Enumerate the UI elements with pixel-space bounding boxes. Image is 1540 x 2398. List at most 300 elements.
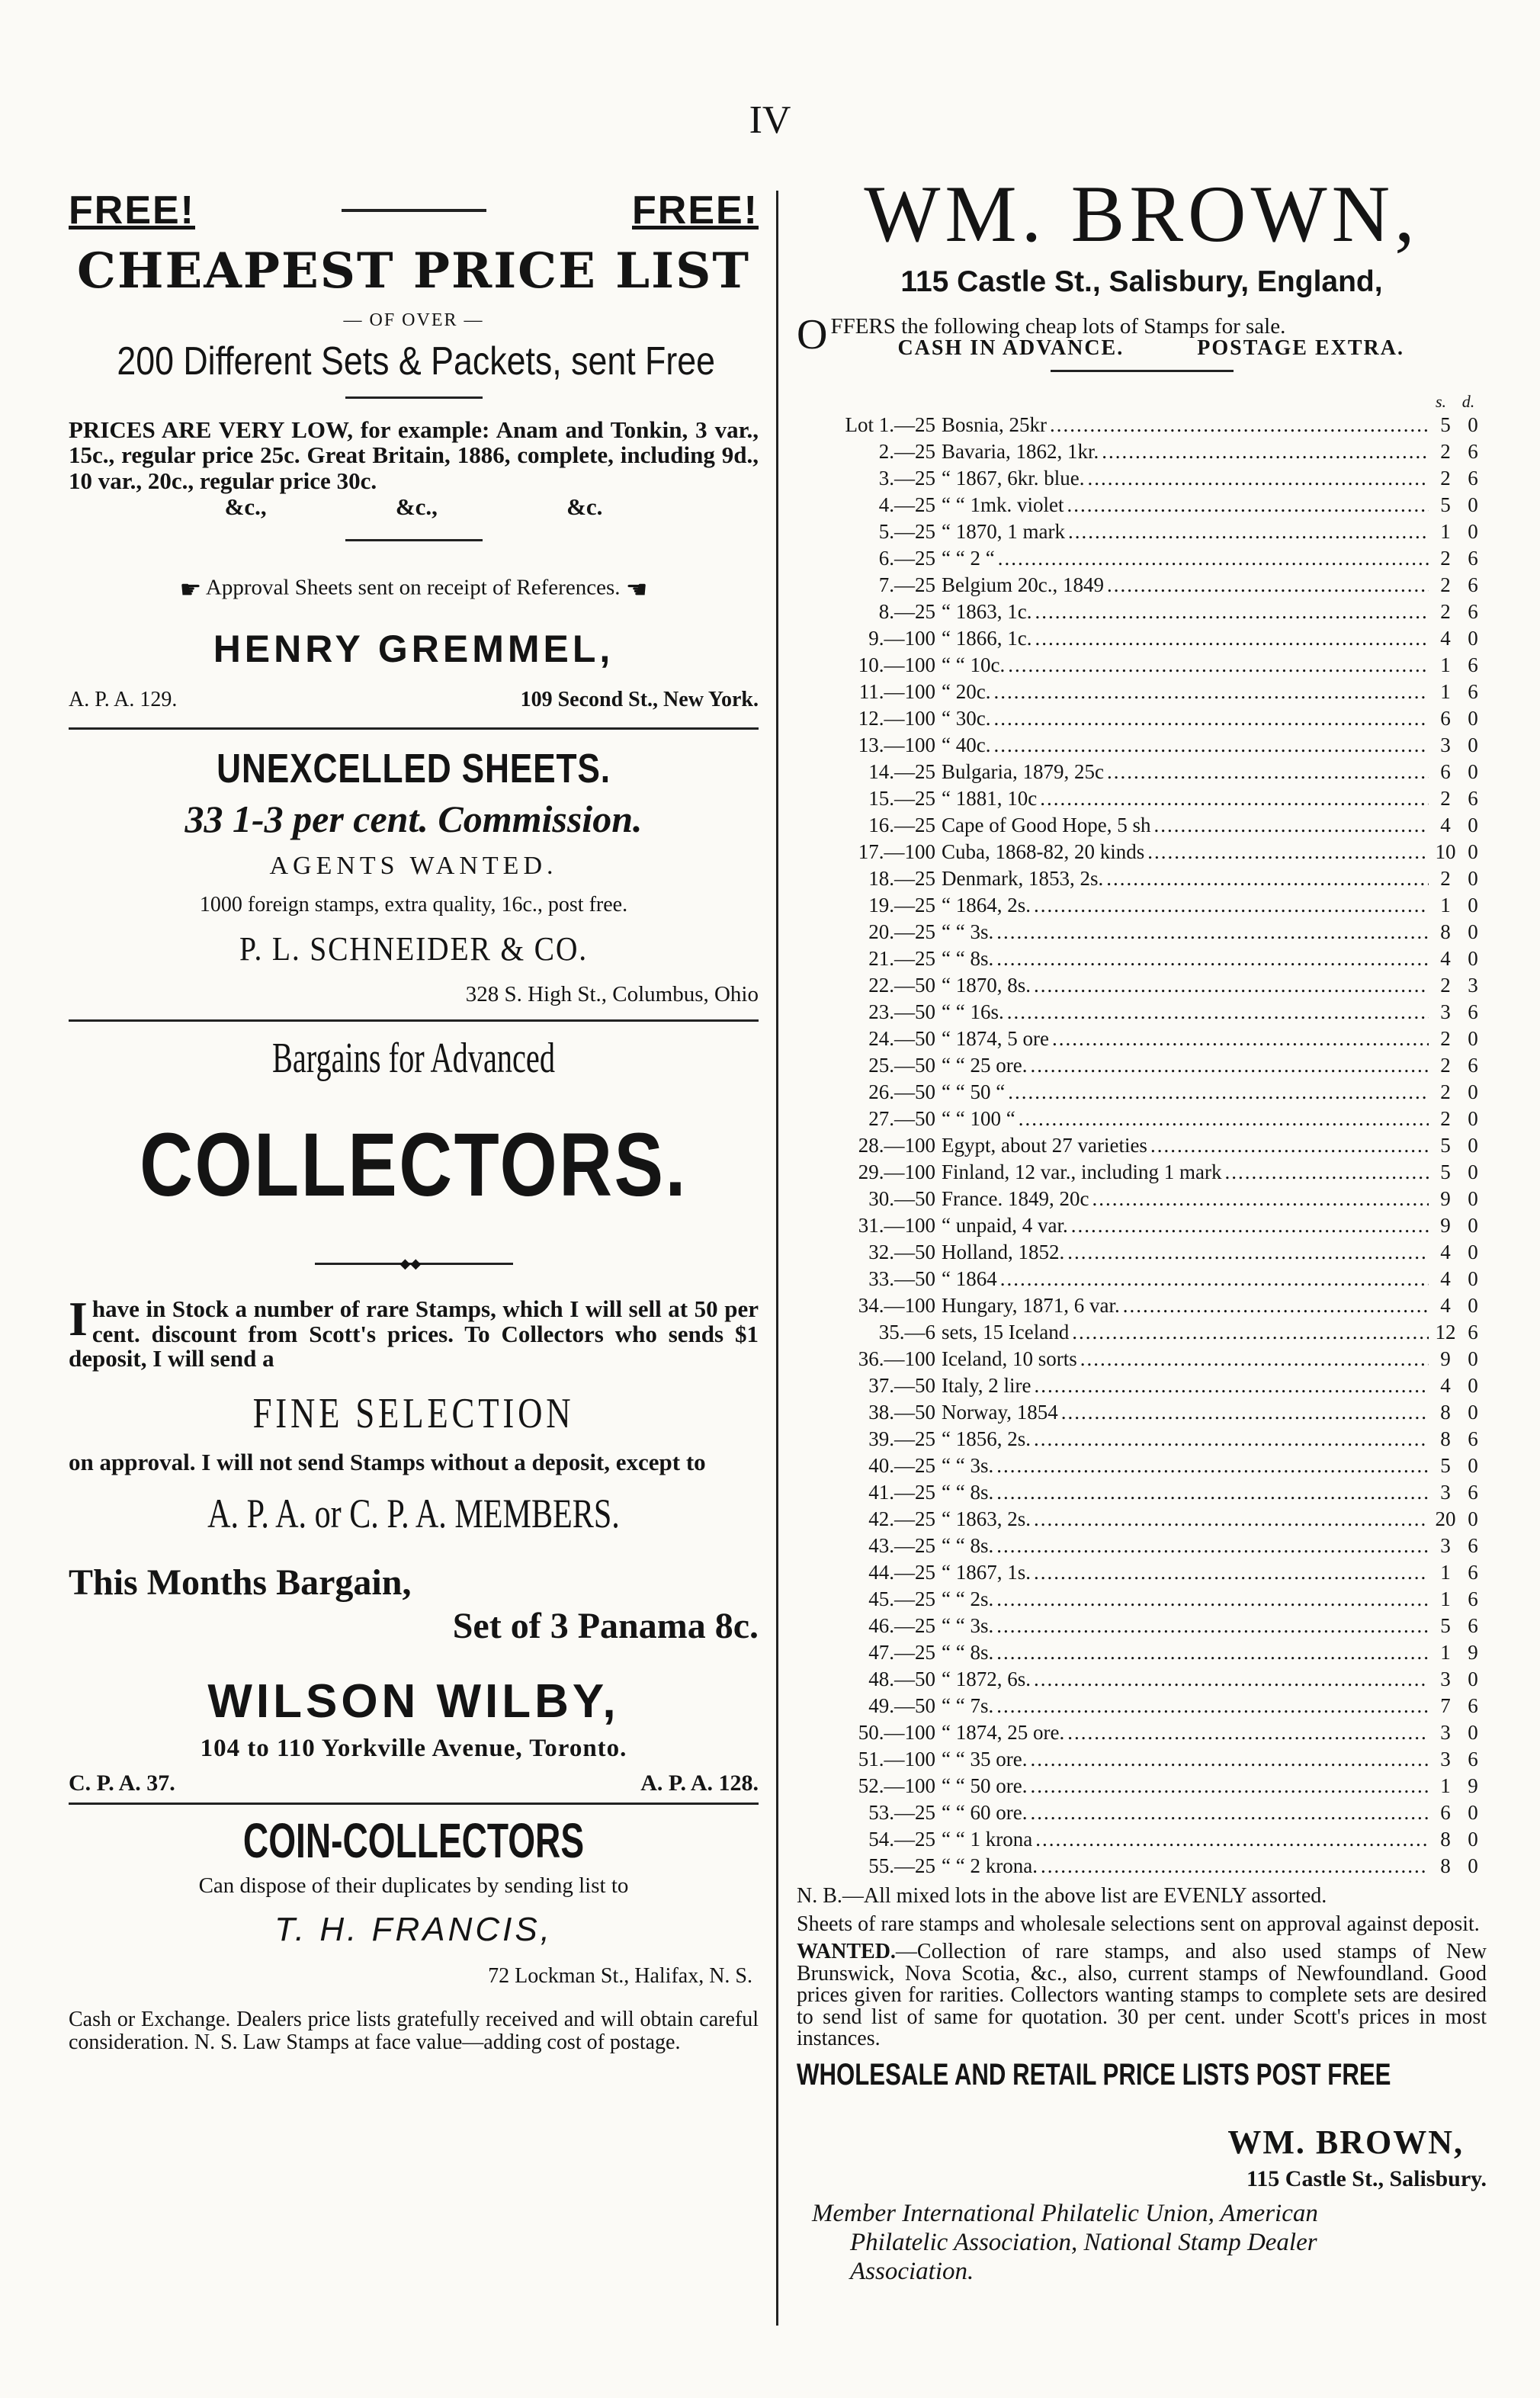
lot-shillings: 3 xyxy=(1440,1534,1451,1557)
lot-shillings: 3 xyxy=(1440,1481,1451,1504)
lot-row xyxy=(797,999,1487,1026)
lot-number: 49.—50 xyxy=(868,1694,935,1717)
lot-pence: 0 xyxy=(1468,1668,1478,1690)
leader-dots xyxy=(996,1613,1429,1639)
lot-row xyxy=(797,1719,1487,1746)
approval-deposit-text: on approval. I will not send Stamps without a deposit, except to xyxy=(69,1449,706,1476)
postage-extra: POSTAGE EXTRA. xyxy=(1197,336,1404,360)
lot-number: 37.—50 xyxy=(868,1374,935,1397)
leader-dots xyxy=(1087,465,1429,492)
leader-dots xyxy=(1030,1746,1429,1773)
leader-dots xyxy=(1019,1106,1429,1132)
leader-dots xyxy=(1224,1159,1429,1186)
lot-pence: 6 xyxy=(1468,1427,1478,1450)
lot-shillings: 1 xyxy=(1440,1774,1451,1797)
lot-description: Bulgaria, 1879, 25c xyxy=(942,760,1104,783)
lot-shillings: 5 xyxy=(1440,1134,1451,1157)
leader-dots xyxy=(1000,1266,1429,1292)
lot-row xyxy=(797,518,1487,545)
francis-address: 72 Lockman St., Halifax, N. S. xyxy=(488,1964,752,1989)
lot-description: “ 1864, 2s. xyxy=(942,894,1031,917)
leader-dots xyxy=(1007,999,1429,1026)
lot-row xyxy=(797,1212,1487,1239)
page-number: IV xyxy=(749,98,791,142)
lot-pence: 0 xyxy=(1468,920,1478,943)
lot-number: 23.—50 xyxy=(868,1000,935,1023)
ad-divider xyxy=(69,1019,759,1022)
lot-shillings: 5 xyxy=(1440,1454,1451,1477)
lot-pence: 9 xyxy=(1468,1641,1478,1664)
lot-pence: 6 xyxy=(1468,1748,1478,1770)
leader-dots xyxy=(1153,812,1429,839)
lot-number: 46.—25 xyxy=(868,1614,935,1637)
lot-shillings: 4 xyxy=(1440,1241,1451,1263)
wanted-block xyxy=(797,1941,1487,2050)
free-dash xyxy=(342,209,486,212)
lot-row xyxy=(797,652,1487,679)
lot-pence: 6 xyxy=(1468,547,1478,570)
lot-row xyxy=(797,892,1487,919)
etc-2: &c., xyxy=(395,493,438,521)
lot-shillings: 4 xyxy=(1440,1374,1451,1397)
lot-number: 26.—50 xyxy=(868,1080,935,1103)
months-bargain: This Months Bargain, xyxy=(69,1562,412,1603)
lot-number: 52.—100 xyxy=(858,1774,935,1797)
divider xyxy=(345,396,483,399)
lot-row xyxy=(797,1639,1487,1666)
signature-name: WM. BROWN, xyxy=(1227,2123,1464,2161)
wilby-address: 104 to 110 Yorkville Avenue, Toronto. xyxy=(200,1735,627,1763)
leader-dots xyxy=(1034,1426,1429,1453)
lot-description: “ 40c. xyxy=(942,734,991,756)
lot-row xyxy=(797,1479,1487,1506)
leader-dots xyxy=(1071,1212,1429,1239)
lot-number: 28.—100 xyxy=(858,1134,935,1157)
ad-schneider xyxy=(69,745,759,1007)
leader-dots xyxy=(1067,492,1429,518)
lot-number: 19.—25 xyxy=(868,894,935,917)
lot-shillings: 9 xyxy=(1440,1214,1451,1237)
lot-shillings: 3 xyxy=(1440,1748,1451,1770)
lot-pence: 3 xyxy=(1468,974,1478,997)
lot-pence: 0 xyxy=(1468,1027,1478,1050)
lot-row xyxy=(797,1853,1487,1880)
lot-shillings: 1 xyxy=(1440,520,1451,543)
leader-dots xyxy=(996,1639,1429,1666)
apa-cpa-members: A. P. A. or C. P. A. MEMBERS. xyxy=(207,1491,620,1537)
cash-exchange-text: Cash or Exchange. Dealers price lists gratefully received and will obtain careful consideration. N. S. Law Stamps at face value—adding cost of postage. xyxy=(69,2008,759,2055)
lot-shillings: 2 xyxy=(1440,600,1451,623)
lot-number: 33.—50 xyxy=(868,1267,935,1290)
leader-dots xyxy=(1147,839,1429,865)
dispose-line: Can dispose of their duplicates by sending list to xyxy=(198,1873,629,1899)
leader-dots xyxy=(1107,759,1429,785)
lot-shillings: 4 xyxy=(1440,814,1451,836)
lot-pence: 6 xyxy=(1468,1534,1478,1557)
lot-description: Italy, 2 lire xyxy=(942,1374,1031,1397)
lot-pence: 0 xyxy=(1468,1160,1478,1183)
lot-description: Holland, 1852. xyxy=(942,1241,1065,1263)
lot-description: “ “ 16s. xyxy=(942,1000,1004,1023)
lot-pence: 6 xyxy=(1468,1000,1478,1023)
lot-row xyxy=(797,438,1487,465)
divider xyxy=(345,539,483,541)
lot-number: 38.—50 xyxy=(868,1401,935,1424)
lot-pence: 6 xyxy=(1468,1321,1478,1343)
lot-description: France. 1849, 20c xyxy=(942,1187,1089,1210)
lot-number: Lot 1.—25 xyxy=(845,413,935,436)
lot-pence: 6 xyxy=(1468,1561,1478,1584)
leader-dots xyxy=(1008,1079,1429,1106)
lot-description: “ 1874, 5 ore xyxy=(942,1027,1049,1050)
lot-pence: 0 xyxy=(1468,1107,1478,1130)
lot-number: 32.—50 xyxy=(868,1241,935,1263)
lot-number: 10.—100 xyxy=(858,653,935,676)
ornament-icon: ◆◆ xyxy=(399,1256,422,1272)
leader-dots xyxy=(1034,892,1429,919)
lot-description: “ 1881, 10c xyxy=(942,787,1038,810)
lot-description: “ “ 50 “ xyxy=(942,1080,1006,1103)
leader-dots xyxy=(1150,1132,1429,1159)
approval-text: Approval Sheets sent on receipt of References. xyxy=(205,576,621,601)
lot-pence: 0 xyxy=(1468,867,1478,890)
lot-pence: 6 xyxy=(1468,1587,1478,1610)
lot-description: “ “ 2s. xyxy=(942,1587,994,1610)
leader-dots xyxy=(1123,1292,1429,1319)
lot-row xyxy=(797,1132,1487,1159)
lot-description: “ “ 50 ore. xyxy=(942,1774,1028,1797)
lot-description: Cape of Good Hope, 5 sh xyxy=(942,814,1151,836)
lot-shillings: 5 xyxy=(1440,1160,1451,1183)
leader-dots xyxy=(1030,1799,1429,1826)
lot-description: “ “ 35 ore. xyxy=(942,1748,1028,1770)
coin-collectors-headline: COIN-COLLECTORS xyxy=(242,1813,585,1869)
lot-row xyxy=(797,1773,1487,1799)
lot-pence: 6 xyxy=(1468,1054,1478,1077)
leader-dots xyxy=(1040,785,1429,812)
lot-row xyxy=(797,1026,1487,1052)
leader-dots xyxy=(996,1586,1429,1613)
cheapest-headline: CHEAPEST PRICE LIST xyxy=(77,242,750,300)
lot-pence: 0 xyxy=(1468,493,1478,516)
ad-francis xyxy=(69,1812,759,2053)
lot-description: “ “ 10c. xyxy=(942,653,1006,676)
sets-packets-subhead: 200 Different Sets & Packets, sent Free xyxy=(117,339,716,384)
lot-number: 12.—100 xyxy=(858,707,935,730)
lot-shillings: 9 xyxy=(1440,1347,1451,1370)
leader-dots xyxy=(1008,652,1429,679)
signature-address: 115 Castle St., Salisbury. xyxy=(1246,2165,1487,2191)
lot-number: 54.—25 xyxy=(868,1828,935,1851)
lot-pence: 9 xyxy=(1468,1774,1478,1797)
leader-dots xyxy=(1072,1319,1429,1346)
lot-row xyxy=(797,1159,1487,1186)
lot-row xyxy=(797,1506,1487,1533)
lot-shillings: 4 xyxy=(1440,1267,1451,1290)
lot-shillings: 5 xyxy=(1440,413,1451,436)
lot-pence: 0 xyxy=(1468,1828,1478,1851)
leader-dots xyxy=(1034,1559,1429,1586)
lot-description: “ “ 1mk. violet xyxy=(942,493,1064,516)
lot-number: 5.—25 xyxy=(878,520,935,543)
of-over-label: — OF OVER — xyxy=(343,310,484,330)
lot-row xyxy=(797,1372,1487,1399)
lot-row xyxy=(797,1426,1487,1453)
lot-description: “ 1863, 2s. xyxy=(942,1507,1031,1530)
lot-pence: 6 xyxy=(1468,1694,1478,1717)
wanted-text: —Collection of rare stamps, and also used stamps of New Brunswick, Nova Scotia, &c., also, current stamps of Newfoundland. Good prices given for rarities. Collectors wanting stamps to complete sets are desired to send list of same for quotation. 30 per cent. under Scott's prices in most instances. xyxy=(797,1940,1487,2051)
leader-dots xyxy=(1035,625,1429,652)
leader-dots xyxy=(1067,1719,1429,1746)
schneider-company: P. L. SCHNEIDER & CO. xyxy=(239,930,588,968)
leader-dots xyxy=(1092,1186,1429,1212)
lot-pence: 0 xyxy=(1468,1080,1478,1103)
lot-shillings: 8 xyxy=(1440,1401,1451,1424)
lot-number: 8.—25 xyxy=(878,600,935,623)
lot-row xyxy=(797,919,1487,945)
lot-row xyxy=(797,972,1487,999)
lot-number: 41.—25 xyxy=(868,1481,935,1504)
lot-pence: 0 xyxy=(1468,947,1478,970)
wilby-apa: A. P. A. 128. xyxy=(640,1770,759,1796)
lot-pence: 0 xyxy=(1468,707,1478,730)
lot-shillings: 1 xyxy=(1440,1587,1451,1610)
lot-row xyxy=(797,1266,1487,1292)
wanted-label: WANTED. xyxy=(797,1940,896,1964)
lot-number: 36.—100 xyxy=(858,1347,935,1370)
unexcelled-headline: UNEXCELLED SHEETS. xyxy=(217,746,611,792)
lot-description: “ “ 8s. xyxy=(942,1534,994,1557)
lot-row xyxy=(797,1239,1487,1266)
lot-shillings: 6 xyxy=(1440,1801,1451,1824)
member-line: Association. xyxy=(850,2257,974,2285)
lot-pence: 6 xyxy=(1468,653,1478,676)
fine-selection: FINE SELECTION xyxy=(252,1390,575,1438)
lot-description: Bosnia, 25kr xyxy=(942,413,1047,436)
leader-dots xyxy=(1034,1506,1429,1533)
lot-pence: 0 xyxy=(1468,1401,1478,1424)
leader-dots xyxy=(1052,1026,1429,1052)
lot-description: “ “ 7s. xyxy=(942,1694,994,1717)
lot-shillings: 8 xyxy=(1440,1828,1451,1851)
lot-shillings: 2 xyxy=(1440,573,1451,596)
lot-pence: 0 xyxy=(1468,413,1478,436)
member-line: Member International Philatelic Union, American xyxy=(812,2199,1318,2227)
agents-wanted: AGENTS WANTED. xyxy=(269,852,558,881)
lot-row xyxy=(797,1559,1487,1586)
leader-dots xyxy=(1035,599,1429,625)
lot-shillings: 8 xyxy=(1440,920,1451,943)
leader-dots xyxy=(1034,1372,1429,1399)
lot-shillings: 2 xyxy=(1440,787,1451,810)
cash-postage-row xyxy=(830,338,1487,359)
lot-shillings: 7 xyxy=(1440,1694,1451,1717)
lot-shillings: 2 xyxy=(1440,974,1451,997)
lot-row xyxy=(797,945,1487,972)
lot-shillings: 4 xyxy=(1440,627,1451,650)
lot-pence: 0 xyxy=(1468,1507,1478,1530)
lot-row xyxy=(797,625,1487,652)
lot-pence: 6 xyxy=(1468,600,1478,623)
ornament-divider xyxy=(315,1256,513,1272)
wilby-member-row xyxy=(69,1770,759,1796)
lot-shillings: 3 xyxy=(1440,1000,1451,1023)
wholesale-line: WHOLESALE AND RETAIL PRICE LISTS POST FREE xyxy=(797,2057,1391,2091)
lot-row xyxy=(797,1399,1487,1426)
lot-pence: 6 xyxy=(1468,573,1478,596)
leader-dots xyxy=(1030,1052,1429,1079)
lot-row xyxy=(797,572,1487,599)
wilby-cpa: C. P. A. 37. xyxy=(69,1770,175,1796)
lot-pence: 0 xyxy=(1468,1267,1478,1290)
leader-dots xyxy=(1030,1773,1429,1799)
lot-description: “ 1866, 1c. xyxy=(942,627,1032,650)
lot-pence: 6 xyxy=(1468,1614,1478,1637)
lot-pence: 0 xyxy=(1468,1241,1478,1263)
lot-shillings: 3 xyxy=(1440,1721,1451,1744)
lot-description: “ 1870, 1 mark xyxy=(942,520,1065,543)
lot-pence: 0 xyxy=(1468,520,1478,543)
lot-row xyxy=(797,1693,1487,1719)
lot-number: 43.—25 xyxy=(868,1534,935,1557)
leader-dots xyxy=(996,1533,1429,1559)
leader-dots xyxy=(1050,412,1429,438)
lot-pence: 0 xyxy=(1468,1854,1478,1877)
gremmel-name: HENRY GREMMEL, xyxy=(213,628,614,671)
lot-shillings: 2 xyxy=(1440,467,1451,490)
lot-number: 42.—25 xyxy=(868,1507,935,1530)
gremmel-address: 109 Second St., New York. xyxy=(520,688,759,712)
ad-divider xyxy=(69,1803,759,1805)
free-left-label: FREE! xyxy=(69,188,195,233)
gremmel-member-no: A. P. A. 129. xyxy=(69,688,178,712)
lot-number: 14.—25 xyxy=(868,760,935,783)
lot-number: 51.—100 xyxy=(858,1748,935,1770)
lot-shillings: 12 xyxy=(1435,1321,1456,1343)
lot-number: 40.—25 xyxy=(868,1454,935,1477)
lot-shillings: 5 xyxy=(1440,493,1451,516)
lot-pence: 0 xyxy=(1468,1721,1478,1744)
lot-number: 18.—25 xyxy=(868,867,935,890)
lot-description: “ “ 2 krona. xyxy=(942,1854,1038,1877)
lot-description: Hungary, 1871, 6 var. xyxy=(942,1294,1120,1317)
lot-number: 34.—100 xyxy=(858,1294,935,1317)
lot-shillings: 1 xyxy=(1440,894,1451,917)
leader-dots xyxy=(996,1479,1429,1506)
lot-number: 44.—25 xyxy=(868,1561,935,1584)
lot-number: 29.—100 xyxy=(858,1160,935,1183)
leader-dots xyxy=(1067,1239,1429,1266)
lot-row xyxy=(797,865,1487,892)
lot-row xyxy=(797,1186,1487,1212)
lot-shillings: 2 xyxy=(1440,440,1451,463)
lot-shillings: 20 xyxy=(1435,1507,1456,1530)
stock-text: have in Stock a number of rare Stamps, which I will sell at 50 per cent. discount from Scott's prices. To Collectors who sends $1 deposit, I will send a xyxy=(69,1295,759,1372)
lot-row xyxy=(797,705,1487,732)
lot-pence: 0 xyxy=(1468,627,1478,650)
lots-header xyxy=(797,392,1487,412)
lot-pence: 0 xyxy=(1468,814,1478,836)
leader-dots xyxy=(993,732,1429,759)
lot-number: 48.—50 xyxy=(868,1668,935,1690)
lot-number: 20.—25 xyxy=(868,920,935,943)
left-column xyxy=(69,183,759,2348)
lot-row xyxy=(797,1586,1487,1613)
lot-row xyxy=(797,1666,1487,1693)
lot-description: “ 1863, 1c. xyxy=(942,600,1032,623)
lot-shillings: 9 xyxy=(1440,1187,1451,1210)
lot-row xyxy=(797,1746,1487,1773)
lot-number: 6.—25 xyxy=(878,547,935,570)
lot-shillings: 8 xyxy=(1440,1427,1451,1450)
prices-text: PRICES ARE VERY LOW, for example: Anam and Tonkin, 3 var., 15c., regular price 25c. Great Britain, 1886, complete, including 9d., 10 var., 20c., regular price 30c. xyxy=(69,416,759,494)
offers-text: FFERS the following cheap lots of Stamps for sale. xyxy=(830,314,1286,339)
lot-number: 3.—25 xyxy=(878,467,935,490)
lot-number: 35.—6 xyxy=(878,1321,935,1343)
ad-gremmel xyxy=(69,183,759,712)
lot-description: Finland, 12 var., including 1 mark xyxy=(942,1160,1222,1183)
lot-description: “ “ 3s. xyxy=(942,920,994,943)
lot-number: 30.—50 xyxy=(868,1187,935,1210)
offers-block xyxy=(797,311,1487,360)
lot-number: 31.—100 xyxy=(858,1214,935,1237)
wilby-name: WILSON WILBY, xyxy=(207,1675,620,1729)
lot-pence: 0 xyxy=(1468,1214,1478,1237)
lots-list xyxy=(797,412,1487,1880)
lot-description: “ “ 60 ore. xyxy=(942,1801,1028,1824)
ad-wilby xyxy=(69,1034,759,1796)
lot-number: 45.—25 xyxy=(868,1587,935,1610)
ad-divider xyxy=(69,727,759,730)
lot-number: 21.—25 xyxy=(868,947,935,970)
lot-number: 39.—25 xyxy=(868,1427,935,1450)
lot-pence: 0 xyxy=(1468,1454,1478,1477)
lot-description: “ “ 2 “ xyxy=(942,547,995,570)
lot-description: “ 30c. xyxy=(942,707,991,730)
divider xyxy=(1051,370,1234,372)
stock-text-block xyxy=(69,1292,759,1372)
lot-number: 16.—25 xyxy=(868,814,935,836)
lot-shillings: 2 xyxy=(1440,1027,1451,1050)
lot-description: Denmark, 1853, 2s. xyxy=(942,867,1104,890)
lot-row xyxy=(797,1292,1487,1319)
lot-shillings: 3 xyxy=(1440,1668,1451,1690)
lot-number: 55.—25 xyxy=(868,1854,935,1877)
lot-row xyxy=(797,545,1487,572)
lot-description: “ 1864 xyxy=(942,1267,997,1290)
lot-pence: 0 xyxy=(1468,894,1478,917)
lot-pence: 0 xyxy=(1468,1134,1478,1157)
lot-pence: 6 xyxy=(1468,680,1478,703)
leader-dots xyxy=(996,1453,1429,1479)
lot-pence: 0 xyxy=(1468,1187,1478,1210)
lot-description: “ 1867, 1s. xyxy=(942,1561,1031,1584)
lot-pence: 0 xyxy=(1468,840,1478,863)
lot-description: Cuba, 1868-82, 20 kinds xyxy=(942,840,1145,863)
lot-number: 53.—25 xyxy=(868,1801,935,1824)
lot-shillings: 4 xyxy=(1440,947,1451,970)
bargains-headline: Bargains for Advanced xyxy=(271,1035,555,1083)
leader-dots xyxy=(1080,1346,1429,1372)
lot-description: “ “ 8s. xyxy=(942,947,994,970)
lot-row xyxy=(797,679,1487,705)
lot-description: Egypt, about 27 varieties xyxy=(942,1134,1147,1157)
leader-dots xyxy=(993,679,1429,705)
lot-row xyxy=(797,599,1487,625)
lot-pence: 6 xyxy=(1468,1481,1478,1504)
lot-description: “ “ 3s. xyxy=(942,1614,994,1637)
free-right-label: FREE! xyxy=(632,188,759,233)
